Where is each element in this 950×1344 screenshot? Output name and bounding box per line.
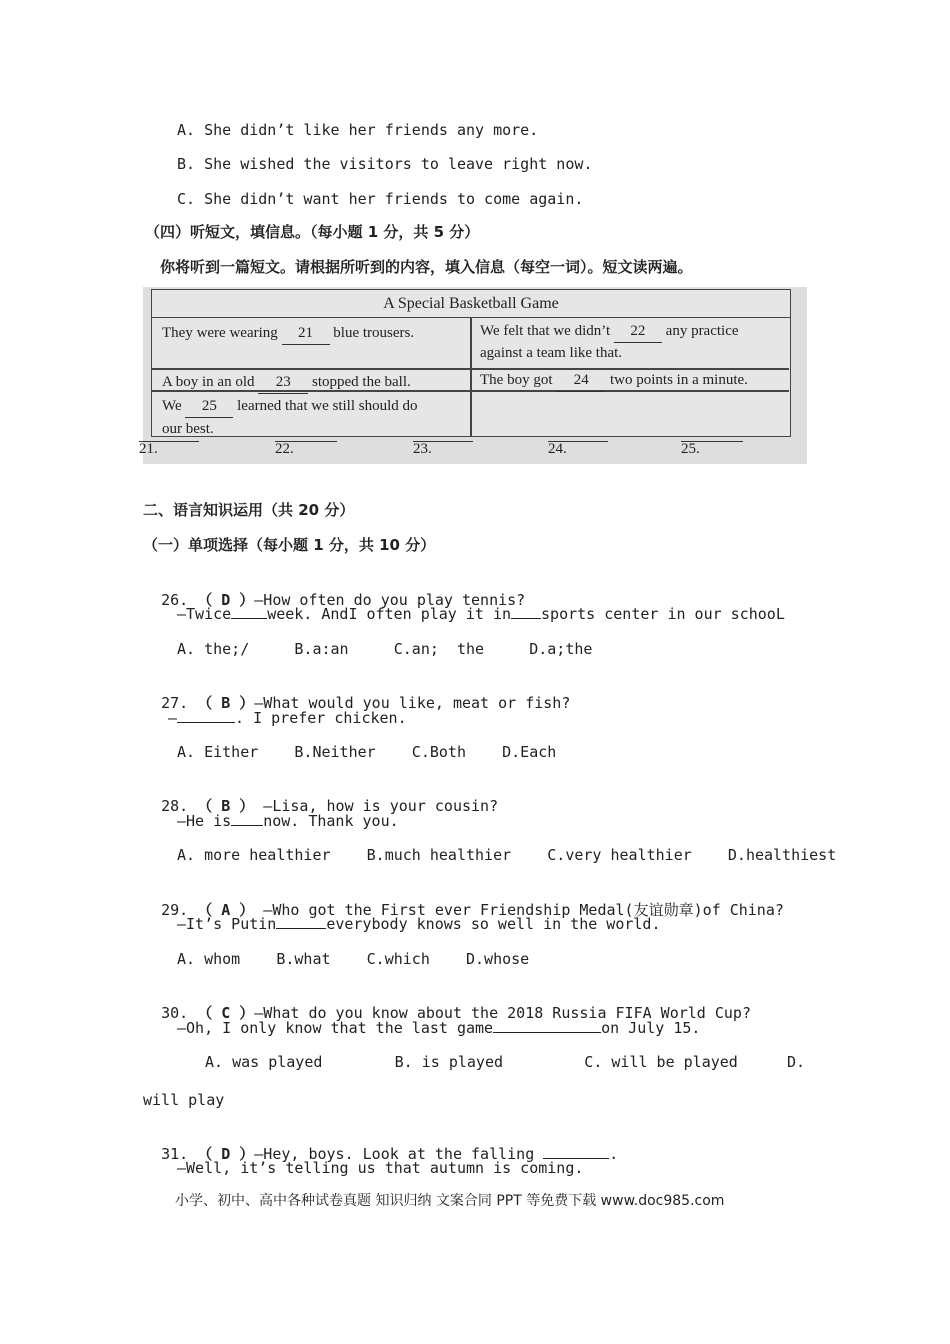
table-cell-24: The boy got 24 two points in a minute. bbox=[480, 369, 748, 392]
part-2-subtitle: （一）单项选择（每小题 1 分，共 10 分） bbox=[143, 536, 436, 554]
section-4-instruction: 你将听到一篇短文。请根据所听到的内容，填入信息（每空一词）。短文读两遍。 bbox=[160, 258, 693, 276]
table-photo bbox=[139, 287, 807, 464]
question-30-option-d-text: will play bbox=[143, 1091, 225, 1109]
question-27-options: A. Either B.Neither C.Both D.Each bbox=[177, 743, 557, 761]
table-cell-23: A boy in an old 23 stopped the ball. bbox=[162, 371, 411, 394]
question-27: 27. （ B ）—What would you like, meat or fish? bbox=[161, 694, 571, 712]
table-cell-22: We felt that we didn’t 22 any practice bbox=[480, 320, 739, 343]
question-26-options: A. the;/ B.a:an C.an; the D.a;the bbox=[177, 640, 593, 658]
question-30-line2: —Oh, I only know that the last game on July 15. bbox=[177, 1019, 701, 1037]
question-26-line2: —Twice week. AndI often play it in sports center in our schooL bbox=[177, 605, 785, 623]
footer-text: 小学、初中、高中各种试卷真题 知识归纳 文案合同 PPT 等免费下载 www.doc985.com bbox=[175, 1193, 725, 1209]
section-4-title: （四）听短文，填信息。（每小题 1 分，共 5 分） bbox=[145, 223, 480, 241]
question-27-line2: — . I prefer chicken. bbox=[168, 709, 407, 727]
option-c: C. She didn’t want her friends to come again. bbox=[177, 190, 584, 208]
question-28: 28. （ B ） —Lisa, how is your cousin? bbox=[161, 797, 499, 815]
question-28-line2: —He is now. Thank you. bbox=[177, 812, 399, 830]
table-cell-25-line2: our best. bbox=[162, 421, 214, 437]
answer-row: 21. 22. 23. 24. 25. bbox=[143, 437, 807, 463]
question-28-options: A. more healthier B.much healthier C.very healthier D.healthiest bbox=[177, 846, 837, 864]
question-29-options: A. whom B.what C.which D.whose bbox=[177, 950, 530, 968]
question-30-option-d-label: D. bbox=[787, 1053, 806, 1071]
question-26: 26. （ D ）—How often do you play tennis? bbox=[161, 591, 526, 609]
question-29: 29. （ A ） —Who got the First ever Friendship Medal(友谊勋章)of China? bbox=[161, 901, 784, 919]
option-a: A. She didn’t like her friends any more. bbox=[177, 121, 539, 139]
table-caption: A Special Basketball Game bbox=[152, 290, 790, 318]
table-cell-21: They were wearing 21 blue trousers. bbox=[162, 322, 414, 345]
table-cell-25: We 25 learned that we still should do bbox=[162, 395, 418, 418]
question-29-line2: —It’s Putin everybody knows so well in the world. bbox=[177, 915, 661, 933]
option-b: B. She wished the visitors to leave right now. bbox=[177, 155, 593, 173]
question-31-line2: —Well, it’s telling us that autumn is coming. bbox=[177, 1159, 584, 1177]
part-2-title: 二、语言知识运用（共 20 分） bbox=[143, 501, 355, 519]
question-30-options: A. was played B. is played C. will be played bbox=[205, 1053, 738, 1071]
table-cell-22-line2: against a team like that. bbox=[480, 345, 623, 361]
question-31: 31. （ D ）—Hey, boys. Look at the falling . bbox=[161, 1145, 619, 1163]
info-table bbox=[151, 289, 791, 437]
question-30: 30. （ C ）—What do you know about the 2018 Russia FIFA World Cup? bbox=[161, 1004, 751, 1022]
